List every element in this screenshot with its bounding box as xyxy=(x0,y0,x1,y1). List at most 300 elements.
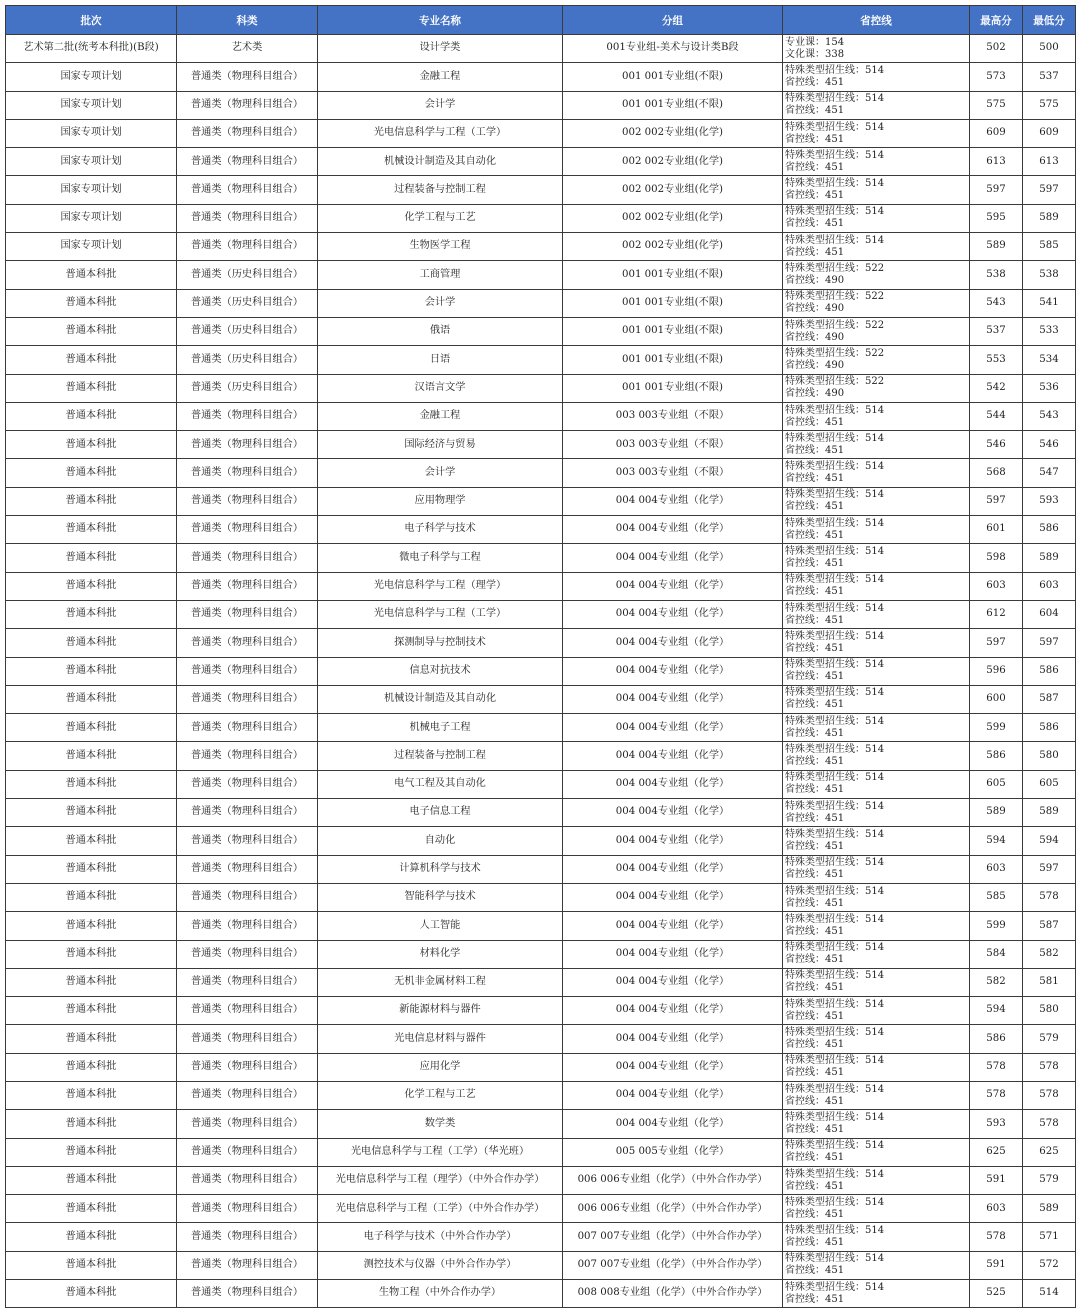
table-row xyxy=(6,629,1076,657)
max-score-cell: 594 xyxy=(970,997,1023,1025)
control-line-primary: 特殊类型招生线：514 xyxy=(785,1253,885,1265)
major-cell: 光电信息科学与工程（工学） xyxy=(318,600,563,628)
table-row xyxy=(6,204,1076,232)
control-line-primary: 专业课：154 xyxy=(785,36,845,48)
control-line-secondary: 省控线：490 xyxy=(785,331,845,343)
major-cell: 电气工程及其自动化 xyxy=(318,770,563,798)
table-row xyxy=(6,431,1076,459)
category-cell: 普通类（物理科目组合） xyxy=(177,204,318,232)
category-cell: 普通类（历史科目组合） xyxy=(177,346,318,374)
control-line-primary: 特殊类型招生线：514 xyxy=(785,630,885,642)
control-line-secondary: 省控线：451 xyxy=(785,1265,845,1277)
group-cell: 004 004专业组（化学） xyxy=(563,968,783,996)
batch-cell: 普通本科批 xyxy=(6,1053,177,1081)
control-line-secondary: 省控线：451 xyxy=(785,1152,845,1164)
batch-cell: 普通本科批 xyxy=(6,799,177,827)
major-cell: 国际经济与贸易 xyxy=(318,431,563,459)
category-cell: 普通类（物理科目组合） xyxy=(177,1166,318,1194)
control-line-primary: 特殊类型招生线：522 xyxy=(785,263,885,275)
category-cell: 普通类（物理科目组合） xyxy=(177,487,318,515)
max-score-cell: 593 xyxy=(970,1110,1023,1138)
max-score-cell: 601 xyxy=(970,516,1023,544)
batch-cell: 普通本科批 xyxy=(6,1081,177,1109)
control-line-secondary: 省控线：451 xyxy=(785,982,845,994)
max-score-cell: 573 xyxy=(970,63,1023,91)
table-row xyxy=(6,912,1076,940)
batch-cell: 普通本科批 xyxy=(6,544,177,572)
max-score-cell: 600 xyxy=(970,685,1023,713)
min-score-cell: 547 xyxy=(1023,459,1076,487)
control-line-primary: 特殊类型招生线：514 xyxy=(785,744,885,756)
control-line-cell xyxy=(783,487,970,515)
control-line-cell xyxy=(783,402,970,430)
control-line-secondary: 省控线：451 xyxy=(785,954,845,966)
control-line-cell xyxy=(783,1025,970,1053)
category-cell: 普通类（物理科目组合） xyxy=(177,119,318,147)
batch-cell: 普通本科批 xyxy=(6,374,177,402)
batch-cell: 普通本科批 xyxy=(6,1138,177,1166)
category-cell: 普通类（物理科目组合） xyxy=(177,855,318,883)
control-line-primary: 特殊类型招生线：522 xyxy=(785,376,885,388)
control-line-cell xyxy=(783,1195,970,1223)
control-line-cell xyxy=(783,883,970,911)
major-cell: 汉语言文学 xyxy=(318,374,563,402)
control-line-cell xyxy=(783,1138,970,1166)
major-cell: 工商管理 xyxy=(318,261,563,289)
table-row xyxy=(6,997,1076,1025)
min-score-cell: 593 xyxy=(1023,487,1076,515)
control-line-primary: 特殊类型招生线：514 xyxy=(785,659,885,671)
category-cell: 普通类（历史科目组合） xyxy=(177,317,318,345)
control-line-primary: 特殊类型招生线：514 xyxy=(785,517,885,529)
control-line-secondary: 省控线：451 xyxy=(785,557,845,569)
control-line-secondary: 省控线：451 xyxy=(785,699,845,711)
min-score-cell: 536 xyxy=(1023,374,1076,402)
group-cell: 004 004专业组（化学） xyxy=(563,827,783,855)
table-row xyxy=(6,1223,1076,1251)
control-line-secondary: 省控线：451 xyxy=(785,1293,845,1305)
control-line-secondary: 省控线：451 xyxy=(785,501,845,513)
category-cell: 普通类（物理科目组合） xyxy=(177,629,318,657)
header-group: 分组 xyxy=(563,6,783,35)
max-score-cell: 584 xyxy=(970,940,1023,968)
category-cell: 普通类（物理科目组合） xyxy=(177,572,318,600)
group-cell: 002 002专业组(化学) xyxy=(563,148,783,176)
control-line-primary: 特殊类型招生线：514 xyxy=(785,489,885,501)
category-cell: 普通类（物理科目组合） xyxy=(177,1195,318,1223)
max-score-cell: 603 xyxy=(970,855,1023,883)
control-line-secondary: 省控线：451 xyxy=(785,1010,845,1022)
max-score-cell: 597 xyxy=(970,176,1023,204)
category-cell: 普通类（历史科目组合） xyxy=(177,289,318,317)
max-score-cell: 542 xyxy=(970,374,1023,402)
control-line-secondary: 省控线：451 xyxy=(785,1067,845,1079)
control-line-cell xyxy=(783,516,970,544)
major-cell: 光电信息科学与工程（理学）（中外合作办学） xyxy=(318,1166,563,1194)
control-line-cell xyxy=(783,912,970,940)
group-cell: 001 001专业组(不限) xyxy=(563,374,783,402)
category-cell: 普通类（物理科目组合） xyxy=(177,1251,318,1279)
min-score-cell: 572 xyxy=(1023,1251,1076,1279)
category-cell: 普通类（物理科目组合） xyxy=(177,799,318,827)
batch-cell: 普通本科批 xyxy=(6,1110,177,1138)
control-line-secondary: 省控线：451 xyxy=(785,1237,845,1249)
control-line-secondary: 省控线：451 xyxy=(785,161,845,173)
control-line-primary: 特殊类型招生线：514 xyxy=(785,1111,885,1123)
control-line-secondary: 省控线：451 xyxy=(785,529,845,541)
category-cell: 普通类（物理科目组合） xyxy=(177,1223,318,1251)
control-line-secondary: 省控线：451 xyxy=(785,869,845,881)
major-cell: 无机非金属材料工程 xyxy=(318,968,563,996)
min-score-cell: 587 xyxy=(1023,685,1076,713)
group-cell: 004 004专业组（化学） xyxy=(563,883,783,911)
control-line-cell xyxy=(783,374,970,402)
control-line-cell xyxy=(783,148,970,176)
control-line-primary: 特殊类型招生线：514 xyxy=(785,1225,885,1237)
category-cell: 普通类（物理科目组合） xyxy=(177,176,318,204)
min-score-cell: 594 xyxy=(1023,827,1076,855)
category-cell: 普通类（物理科目组合） xyxy=(177,600,318,628)
min-score-cell: 534 xyxy=(1023,346,1076,374)
control-line-secondary: 省控线：451 xyxy=(785,473,845,485)
group-cell: 004 004专业组（化学） xyxy=(563,940,783,968)
max-score-cell: 603 xyxy=(970,1195,1023,1223)
major-cell: 光电信息科学与工程（工学） xyxy=(318,119,563,147)
group-cell: 003 003专业组（不限） xyxy=(563,402,783,430)
control-line-primary: 特殊类型招生线：514 xyxy=(785,404,885,416)
group-cell: 001 001专业组(不限) xyxy=(563,289,783,317)
control-line-secondary: 省控线：451 xyxy=(785,897,845,909)
batch-cell: 普通本科批 xyxy=(6,600,177,628)
control-line-cell xyxy=(783,827,970,855)
group-cell: 004 004专业组（化学） xyxy=(563,714,783,742)
table-row xyxy=(6,148,1076,176)
major-cell: 过程装备与控制工程 xyxy=(318,176,563,204)
major-cell: 会计学 xyxy=(318,289,563,317)
major-cell: 金融工程 xyxy=(318,402,563,430)
control-line-cell xyxy=(783,1110,970,1138)
control-line-cell xyxy=(783,997,970,1025)
table-row xyxy=(6,1166,1076,1194)
batch-cell: 国家专项计划 xyxy=(6,119,177,147)
control-line-cell xyxy=(783,940,970,968)
group-cell: 004 004专业组（化学） xyxy=(563,1053,783,1081)
category-cell: 普通类（物理科目组合） xyxy=(177,233,318,261)
min-score-cell: 578 xyxy=(1023,1081,1076,1109)
control-line-secondary: 省控线：451 xyxy=(785,614,845,626)
control-line-primary: 特殊类型招生线：514 xyxy=(785,715,885,727)
max-score-cell: 598 xyxy=(970,544,1023,572)
control-line-cell xyxy=(783,572,970,600)
major-cell: 机械电子工程 xyxy=(318,714,563,742)
table-row xyxy=(6,855,1076,883)
major-cell: 设计学类 xyxy=(318,35,563,63)
group-cell: 004 004专业组（化学） xyxy=(563,997,783,1025)
major-cell: 光电信息科学与工程（工学）（华光班） xyxy=(318,1138,563,1166)
group-cell: 004 004专业组（化学） xyxy=(563,742,783,770)
major-cell: 应用物理学 xyxy=(318,487,563,515)
category-cell: 普通类（物理科目组合） xyxy=(177,912,318,940)
table-row xyxy=(6,544,1076,572)
table-row xyxy=(6,1025,1076,1053)
min-score-cell: 580 xyxy=(1023,997,1076,1025)
group-cell: 002 002专业组(化学) xyxy=(563,204,783,232)
batch-cell: 国家专项计划 xyxy=(6,148,177,176)
table-row xyxy=(6,1195,1076,1223)
control-line-secondary: 省控线：490 xyxy=(785,303,845,315)
max-score-cell: 591 xyxy=(970,1166,1023,1194)
control-line-secondary: 省控线：451 xyxy=(785,925,845,937)
table-body xyxy=(6,35,1076,1308)
category-cell: 普通类（历史科目组合） xyxy=(177,374,318,402)
min-score-cell: 609 xyxy=(1023,119,1076,147)
control-line-secondary: 省控线：451 xyxy=(785,756,845,768)
min-score-cell: 586 xyxy=(1023,516,1076,544)
major-cell: 光电信息科学与工程（理学） xyxy=(318,572,563,600)
header-max-score: 最高分 xyxy=(970,6,1023,35)
max-score-cell: 609 xyxy=(970,119,1023,147)
control-line-cell xyxy=(783,204,970,232)
table-row xyxy=(6,402,1076,430)
min-score-cell: 597 xyxy=(1023,629,1076,657)
major-cell: 俄语 xyxy=(318,317,563,345)
table-row xyxy=(6,63,1076,91)
batch-cell: 普通本科批 xyxy=(6,317,177,345)
table-row xyxy=(6,176,1076,204)
category-cell: 普通类（物理科目组合） xyxy=(177,968,318,996)
control-line-cell xyxy=(783,714,970,742)
control-line-cell xyxy=(783,685,970,713)
batch-cell: 普通本科批 xyxy=(6,827,177,855)
max-score-cell: 537 xyxy=(970,317,1023,345)
group-cell: 004 004专业组（化学） xyxy=(563,912,783,940)
control-line-secondary: 省控线：451 xyxy=(785,444,845,456)
control-line-primary: 特殊类型招生线：514 xyxy=(785,1055,885,1067)
batch-cell: 普通本科批 xyxy=(6,997,177,1025)
major-cell: 探测制导与控制技术 xyxy=(318,629,563,657)
group-cell: 004 004专业组（化学） xyxy=(563,799,783,827)
control-line-secondary: 省控线：490 xyxy=(785,388,845,400)
group-cell: 002 002专业组(化学) xyxy=(563,233,783,261)
max-score-cell: 591 xyxy=(970,1251,1023,1279)
table-row xyxy=(6,1138,1076,1166)
control-line-primary: 特殊类型招生线：514 xyxy=(785,687,885,699)
table-row xyxy=(6,1251,1076,1279)
min-score-cell: 537 xyxy=(1023,63,1076,91)
min-score-cell: 578 xyxy=(1023,1053,1076,1081)
table-row xyxy=(6,572,1076,600)
min-score-cell: 586 xyxy=(1023,657,1076,685)
control-line-secondary: 省控线：451 xyxy=(785,671,845,683)
control-line-primary: 特殊类型招生线：514 xyxy=(785,942,885,954)
max-score-cell: 594 xyxy=(970,827,1023,855)
group-cell: 004 004专业组（化学） xyxy=(563,1025,783,1053)
category-cell: 普通类（物理科目组合） xyxy=(177,770,318,798)
control-line-primary: 特殊类型招生线：514 xyxy=(785,800,885,812)
batch-cell: 普通本科批 xyxy=(6,770,177,798)
max-score-cell: 597 xyxy=(970,629,1023,657)
group-cell: 007 007专业组（化学）（中外合作办学） xyxy=(563,1251,783,1279)
control-line-primary: 特殊类型招生线：514 xyxy=(785,970,885,982)
major-cell: 测控技术与仪器（中外合作办学） xyxy=(318,1251,563,1279)
batch-cell: 普通本科批 xyxy=(6,1195,177,1223)
major-cell: 应用化学 xyxy=(318,1053,563,1081)
max-score-cell: 543 xyxy=(970,289,1023,317)
max-score-cell: 589 xyxy=(970,799,1023,827)
batch-cell: 普通本科批 xyxy=(6,1025,177,1053)
min-score-cell: 597 xyxy=(1023,855,1076,883)
control-line-cell xyxy=(783,91,970,119)
group-cell: 001 001专业组(不限) xyxy=(563,261,783,289)
min-score-cell: 605 xyxy=(1023,770,1076,798)
batch-cell: 普通本科批 xyxy=(6,685,177,713)
min-score-cell: 582 xyxy=(1023,940,1076,968)
control-line-primary: 特殊类型招生线：514 xyxy=(785,1083,885,1095)
batch-cell: 普通本科批 xyxy=(6,657,177,685)
control-line-primary: 特殊类型招生线：514 xyxy=(785,121,885,133)
control-line-secondary: 省控线：451 xyxy=(785,105,845,117)
table-row xyxy=(6,317,1076,345)
major-cell: 新能源材料与器件 xyxy=(318,997,563,1025)
max-score-cell: 599 xyxy=(970,912,1023,940)
control-line-primary: 特殊类型招生线：514 xyxy=(785,234,885,246)
control-line-primary: 特殊类型招生线：514 xyxy=(785,913,885,925)
group-cell: 001 001专业组(不限) xyxy=(563,63,783,91)
max-score-cell: 538 xyxy=(970,261,1023,289)
max-score-cell: 575 xyxy=(970,91,1023,119)
control-line-primary: 特殊类型招生线：514 xyxy=(785,461,885,473)
group-cell: 003 003专业组（不限） xyxy=(563,459,783,487)
control-line-primary: 特殊类型招生线：514 xyxy=(785,602,885,614)
batch-cell: 普通本科批 xyxy=(6,261,177,289)
control-line-cell xyxy=(783,855,970,883)
min-score-cell: 585 xyxy=(1023,233,1076,261)
header-control-line: 省控线 xyxy=(783,6,970,35)
min-score-cell: 538 xyxy=(1023,261,1076,289)
max-score-cell: 599 xyxy=(970,714,1023,742)
min-score-cell: 587 xyxy=(1023,912,1076,940)
group-cell: 001 001专业组(不限) xyxy=(563,317,783,345)
control-line-primary: 特殊类型招生线：514 xyxy=(785,206,885,218)
max-score-cell: 544 xyxy=(970,402,1023,430)
max-score-cell: 578 xyxy=(970,1081,1023,1109)
control-line-cell xyxy=(783,544,970,572)
category-cell: 普通类（物理科目组合） xyxy=(177,940,318,968)
control-line-cell xyxy=(783,63,970,91)
batch-cell: 普通本科批 xyxy=(6,912,177,940)
batch-cell: 国家专项计划 xyxy=(6,63,177,91)
batch-cell: 普通本科批 xyxy=(6,431,177,459)
max-score-cell: 553 xyxy=(970,346,1023,374)
min-score-cell: 589 xyxy=(1023,1195,1076,1223)
category-cell: 普通类（物理科目组合） xyxy=(177,657,318,685)
category-cell: 普通类（物理科目组合） xyxy=(177,883,318,911)
category-cell: 普通类（物理科目组合） xyxy=(177,742,318,770)
batch-cell: 普通本科批 xyxy=(6,940,177,968)
batch-cell: 普通本科批 xyxy=(6,1251,177,1279)
control-line-cell xyxy=(783,431,970,459)
table-row xyxy=(6,799,1076,827)
table-row xyxy=(6,714,1076,742)
max-score-cell: 546 xyxy=(970,431,1023,459)
max-score-cell: 596 xyxy=(970,657,1023,685)
control-line-primary: 特殊类型招生线：514 xyxy=(785,1027,885,1039)
control-line-primary: 特殊类型招生线：522 xyxy=(785,319,885,331)
batch-cell: 普通本科批 xyxy=(6,742,177,770)
batch-cell: 普通本科批 xyxy=(6,459,177,487)
category-cell: 普通类（物理科目组合） xyxy=(177,1025,318,1053)
group-cell: 003 003专业组（不限） xyxy=(563,431,783,459)
category-cell: 普通类（物理科目组合） xyxy=(177,402,318,430)
group-cell: 004 004专业组（化学） xyxy=(563,600,783,628)
table-row xyxy=(6,600,1076,628)
max-score-cell: 568 xyxy=(970,459,1023,487)
major-cell: 化学工程与工艺 xyxy=(318,204,563,232)
min-score-cell: 571 xyxy=(1023,1223,1076,1251)
control-line-cell xyxy=(783,261,970,289)
table-row xyxy=(6,1110,1076,1138)
min-score-cell: 597 xyxy=(1023,176,1076,204)
group-cell: 002 002专业组(化学) xyxy=(563,119,783,147)
table-row xyxy=(6,346,1076,374)
group-cell: 007 007专业组（化学）（中外合作办学） xyxy=(563,1223,783,1251)
control-line-secondary: 省控线：451 xyxy=(785,1039,845,1051)
group-cell: 006 006专业组（化学）（中外合作办学） xyxy=(563,1195,783,1223)
control-line-secondary: 省控线：451 xyxy=(785,246,845,258)
admission-score-table xyxy=(5,5,1076,1308)
group-cell: 004 004专业组（化学） xyxy=(563,572,783,600)
control-line-cell xyxy=(783,459,970,487)
category-cell: 艺术类 xyxy=(177,35,318,63)
control-line-secondary: 省控线：451 xyxy=(785,1095,845,1107)
min-score-cell: 589 xyxy=(1023,544,1076,572)
category-cell: 普通类（物理科目组合） xyxy=(177,63,318,91)
batch-cell: 普通本科批 xyxy=(6,855,177,883)
control-line-primary: 特殊类型招生线：514 xyxy=(785,432,885,444)
category-cell: 普通类（物理科目组合） xyxy=(177,148,318,176)
major-cell: 微电子科学与工程 xyxy=(318,544,563,572)
min-score-cell: 581 xyxy=(1023,968,1076,996)
group-cell: 004 004专业组（化学） xyxy=(563,855,783,883)
control-line-secondary: 省控线：490 xyxy=(785,275,845,287)
category-cell: 普通类（物理科目组合） xyxy=(177,459,318,487)
category-cell: 普通类（物理科目组合） xyxy=(177,1110,318,1138)
min-score-cell: 625 xyxy=(1023,1138,1076,1166)
table-row xyxy=(6,119,1076,147)
header-category: 科类 xyxy=(177,6,318,35)
group-cell: 004 004专业组（化学） xyxy=(563,657,783,685)
control-line-secondary: 省控线：451 xyxy=(785,840,845,852)
table-row xyxy=(6,459,1076,487)
control-line-primary: 特殊类型招生线：522 xyxy=(785,291,885,303)
major-cell: 日语 xyxy=(318,346,563,374)
min-score-cell: 578 xyxy=(1023,883,1076,911)
group-cell: 001专业组-美术与设计类B段 xyxy=(563,35,783,63)
control-line-cell xyxy=(783,742,970,770)
control-line-cell xyxy=(783,799,970,827)
category-cell: 普通类（物理科目组合） xyxy=(177,1280,318,1308)
control-line-cell xyxy=(783,1280,970,1308)
batch-cell: 普通本科批 xyxy=(6,289,177,317)
category-cell: 普通类（物理科目组合） xyxy=(177,431,318,459)
major-cell: 电子科学与技术（中外合作办学） xyxy=(318,1223,563,1251)
major-cell: 电子科学与技术 xyxy=(318,516,563,544)
control-line-primary: 特殊类型招生线：514 xyxy=(785,885,885,897)
category-cell: 普通类（物理科目组合） xyxy=(177,714,318,742)
max-score-cell: 613 xyxy=(970,148,1023,176)
major-cell: 材料化学 xyxy=(318,940,563,968)
min-score-cell: 589 xyxy=(1023,204,1076,232)
